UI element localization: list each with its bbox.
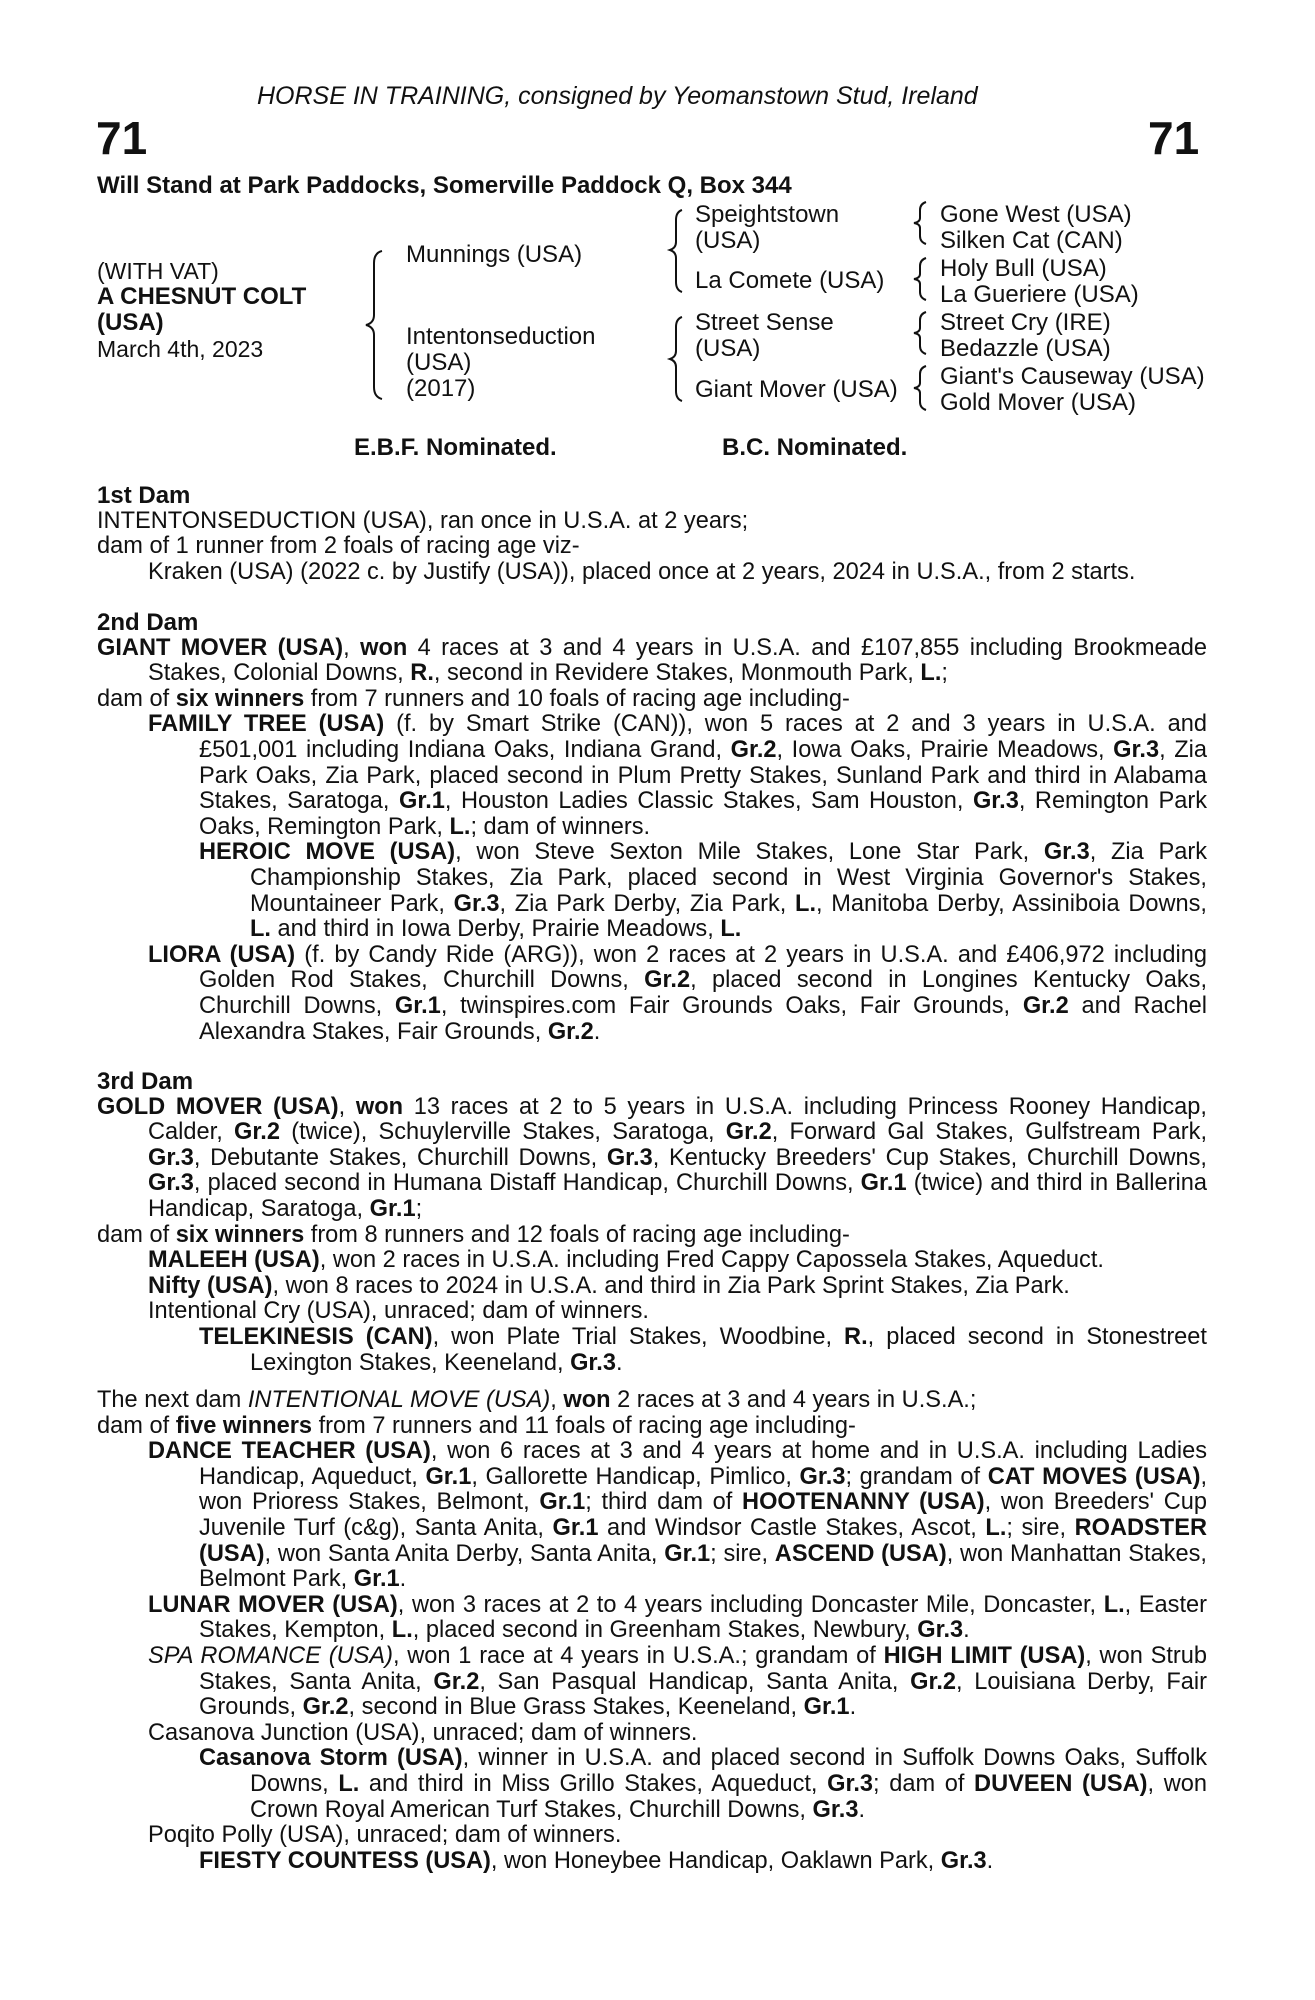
horse-country: (USA) — [97, 309, 164, 336]
pedigree-sire-brace — [666, 206, 690, 296]
second-dam-offspring-liora: LIORA (USA) (f. by Candy Ride (ARG)), won 2 races at 2 years in U.S.A. and £406,972 including Golden Rod Stakes, Churchill Downs, Gr.2, placed second in Longines Kentucky Oaks, Churchill Downs, Gr.1, twinspires.com Fair Grounds Oaks, Fair Grounds, Gr.2 and Rachel Alexandra Stakes, Fair Grounds, Gr.2. — [148, 941, 1208, 1045]
third-dam-offspring-intentional-cry: Intentional Cry (USA), unraced; dam of winners. — [148, 1298, 649, 1325]
pedigree-ds-brace — [910, 308, 932, 358]
next-dam-produce-summary: dam of five winners from 7 runners and 11 foals of racing age including- — [97, 1412, 856, 1439]
pedigree-sdd: La Gueriere (USA) — [940, 281, 1139, 308]
lot-number-left: 71 — [96, 112, 148, 164]
foaling-date: March 4th, 2023 — [97, 336, 264, 362]
consignment-line: HORSE IN TRAINING, consigned by Yeomanstown Stud, Ireland — [257, 82, 978, 110]
third-dam-offspring-maleeh: MALEEH (USA), won 2 races in U.S.A. including Fred Cappy Capossela Stakes, Aqueduct. — [148, 1247, 1104, 1274]
pedigree-dam-sire: Street Sense — [695, 309, 834, 336]
pedigree-dam-country: (USA) — [406, 349, 472, 376]
pedigree-sds: Holy Bull (USA) — [940, 255, 1107, 282]
next-dam-offspring-spa-romance: SPA ROMANCE (USA), won 1 race at 4 years in U.S.A.; grandam of HIGH LIMIT (USA), won Strub Stakes, Santa Anita, Gr.2, San Pasqual Handicap, Santa Anita, Gr.2, Louisiana Derby, Fair Grounds, Gr.2, second in Blue Grass Stakes, Keeneland, Gr.1. — [148, 1642, 1207, 1721]
bc-nomination: B.C. Nominated. — [722, 434, 908, 461]
pedigree-dam-brace — [666, 313, 690, 405]
first-dam-line: INTENTONSEDUCTION (USA), ran once in U.S.A. at 2 years; — [97, 507, 749, 534]
pedigree-dam-year: (2017) — [406, 375, 476, 402]
next-dam-section — [97, 1388, 1207, 1874]
pedigree-main-brace — [362, 245, 392, 405]
third-dam-grandoffspring-telekinesis: TELEKINESIS (CAN), won Plate Trial Stakes, Woodbine, R., placed second in Stonestreet Lexington Stakes, Keeneland, Gr.3. — [199, 1323, 1207, 1376]
next-dam-offspring-casanova-junction: Casanova Junction (USA), unraced; dam of winners. — [148, 1719, 698, 1746]
pedigree-dam-name: Intentonseduction — [406, 323, 596, 350]
pedigree-dsd: Bedazzle (USA) — [940, 335, 1111, 362]
second-dam-produce-summary: dam of six winners from 7 runners and 10 foals of racing age including- — [97, 685, 850, 712]
next-dam-grandoffspring-fiesty-countess: FIESTY COUNTESS (USA), won Honeybee Handicap, Oaklawn Park, Gr.3. — [199, 1847, 994, 1874]
pedigree-sd-brace — [910, 254, 932, 304]
first-dam-offspring: Kraken (USA) (2022 c. by Justify (USA)), placed once at 2 years, 2024 in U.S.A., from 2 starts. — [148, 558, 1136, 585]
second-dam-grandoffspring-heroic-move: HEROIC MOVE (USA), won Steve Sexton Mile Stakes, Lone Star Park, Gr.3, Zia Park Championship Stakes, Zia Park, placed second in West Virginia Governor's Stakes, Mountaineer Park, Gr.3, Zia Park Derby, Zia Park, L., Manitoba Derby, Assiniboia Downs, L. and third in Iowa Derby, Prairie Meadows, L. — [199, 839, 1207, 943]
pedigree-dss: Street Cry (IRE) — [940, 309, 1111, 336]
horse-name: A CHESNUT COLT — [97, 283, 307, 310]
pedigree-ddd: Gold Mover (USA) — [940, 389, 1137, 416]
pedigree-ss-brace — [910, 198, 932, 248]
third-dam-produce-summary: dam of six winners from 8 runners and 12 foals of racing age including- — [97, 1221, 850, 1248]
next-dam-record: The next dam INTENTIONAL MOVE (USA), won 2 races at 3 and 4 years in U.S.A.; — [97, 1387, 977, 1413]
second-dam-record: GIANT MOVER (USA), won 4 races at 3 and 4 years in U.S.A. and £107,855 including Brookmeade Stakes, Colonial Downs, R., second in Revidere Stakes, Monmouth Park, L.; — [97, 634, 1207, 687]
next-dam-offspring-lunar-mover: LUNAR MOVER (USA), won 3 races at 2 to 4 years including Doncaster Mile, Doncaster, L., Easter Stakes, Kempton, L., placed second in Greenham Stakes, Newbury, Gr.3. — [148, 1591, 1207, 1644]
pedigree-dd-brace — [910, 362, 932, 414]
third-dam-section — [97, 1069, 1207, 1376]
third-dam-heading: 3rd Dam — [97, 1068, 194, 1095]
next-dam-offspring-poqito-polly: Poqito Polly (USA), unraced; dam of winners. — [148, 1822, 622, 1849]
pedigree-sss: Gone West (USA) — [940, 201, 1132, 228]
pedigree-sire-sire-country: (USA) — [695, 227, 761, 254]
second-dam-heading: 2nd Dam — [97, 609, 199, 636]
pedigree-dam-sire-country: (USA) — [695, 335, 761, 362]
ebf-nomination: E.B.F. Nominated. — [354, 434, 557, 461]
stand-location: Will Stand at Park Paddocks, Somerville Paddock Q, Box 344 — [97, 172, 792, 199]
pedigree-sire: Munnings (USA) — [406, 241, 583, 268]
first-dam-heading: 1st Dam — [97, 482, 191, 509]
lot-number-right: 71 — [1148, 112, 1200, 164]
next-dam-grandoffspring-casanova-storm: Casanova Storm (USA), winner in U.S.A. and placed second in Suffolk Downs Oaks, Suffolk Downs, L. and third in Miss Grillo Stakes, Aqueduct, Gr.3; dam of DUVEEN (USA), won Crown Royal American Turf Stakes, Churchill Downs, Gr.3. — [199, 1745, 1207, 1823]
third-dam-record: GOLD MOVER (USA), won 13 races at 2 to 5 years in U.S.A. including Princess Rooney Handicap, Calder, Gr.2 (twice), Schuylerville Stakes, Saratoga, Gr.2, Forward Gal Stakes, Gulfstream Park, Gr.3, Debutante Stakes, Churchill Downs, Gr.3, Kentucky Breeders' Cup Stakes, Churchill Downs, Gr.3, placed second in Humana Distaff Handicap, Churchill Downs, Gr.1 (twice) and third in Ballerina Handicap, Saratoga, Gr.1; — [97, 1093, 1207, 1222]
pedigree-sire-dam: La Comete (USA) — [695, 267, 885, 294]
pedigree-ssd: Silken Cat (CAN) — [940, 227, 1123, 254]
pedigree-sire-sire: Speightstown — [695, 201, 840, 228]
vat-note: (WITH VAT) — [97, 258, 219, 284]
second-dam-section — [97, 610, 1207, 1045]
pedigree-dam-dam: Giant Mover (USA) — [695, 376, 898, 403]
next-dam-offspring-dance-teacher: DANCE TEACHER (USA), won 6 races at 3 and 4 years at home and in U.S.A. including Ladies Handicap, Aqueduct, Gr.1, Gallorette Handicap, Pimlico, Gr.3; grandam of CAT MOVES (USA), won Prioress Stakes, Belmont, Gr.1; third dam of HOOTENANNY (USA), won Breeders' Cup Juvenile Turf (c&g), Santa Anita, Gr.1 and Windsor Castle Stakes, Ascot, L.; sire, ROADSTER (USA), won Santa Anita Derby, Santa Anita, Gr.1; sire, ASCEND (USA), won Manhattan Stakes, Belmont Park, Gr.1. — [148, 1438, 1208, 1593]
third-dam-offspring-nifty: Nifty (USA), won 8 races to 2024 in U.S.A. and third in Zia Park Sprint Stakes, Zia Park. — [148, 1272, 1070, 1299]
first-dam-section — [97, 483, 1207, 585]
second-dam-offspring-family-tree: FAMILY TREE (USA) (f. by Smart Strike (CAN)), won 5 races at 2 and 3 years in U.S.A. and £501,001 including Indiana Oaks, Indiana Grand, Gr.2, Iowa Oaks, Prairie Meadows, Gr.3, Zia Park Oaks, Zia Park, placed second in Plum Pretty Stakes, Sunland Park and third in Alabama Stakes, Saratoga, Gr.1, Houston Ladies Classic Stakes, Sam Houston, Gr.3, Remington Park Oaks, Remington Park, L.; dam of winners. — [148, 711, 1208, 840]
pedigree-dds: Giant's Causeway (USA) — [940, 363, 1205, 390]
horse-name: GIANT MOVER (USA) — [97, 634, 344, 661]
first-dam-produce-summary: dam of 1 runner from 2 foals of racing age viz- — [97, 533, 580, 560]
